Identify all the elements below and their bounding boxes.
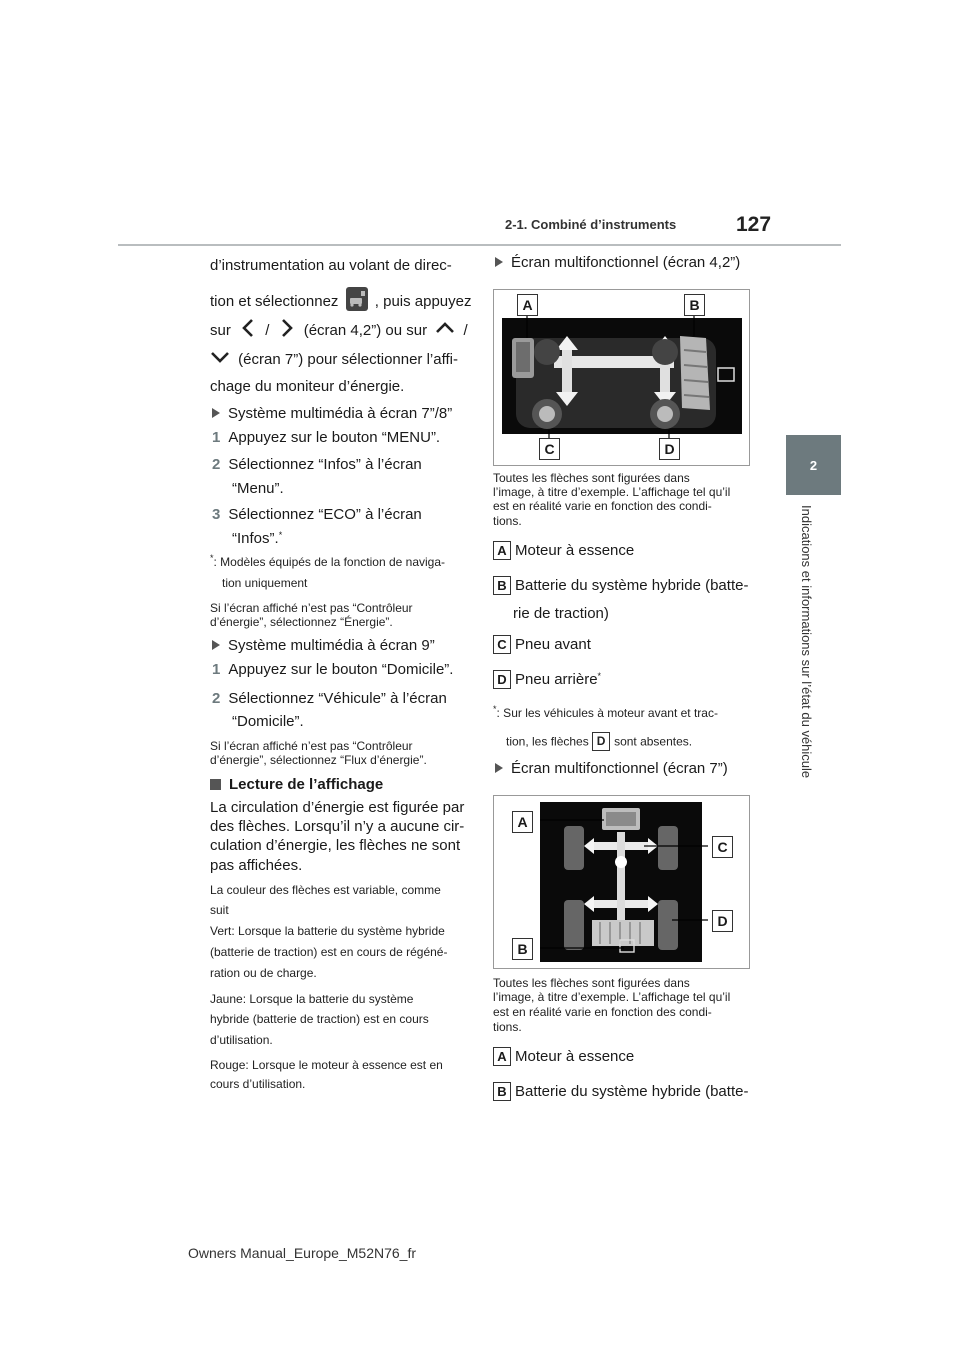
footnote-mark: * [493, 704, 497, 714]
reading-small-8: d’utilisation. [210, 1033, 273, 1047]
sys9-step-1 [212, 660, 453, 680]
header-rule [118, 244, 841, 246]
footnote-text: : Modèles équipés de la fonction de naviga- [213, 555, 446, 569]
reading-small-3: Vert: Lorsque la batterie du système hybride [210, 924, 445, 938]
chapter-tab: 2 [786, 435, 841, 495]
chapter-title [800, 505, 828, 805]
legend-key: A [493, 1047, 511, 1066]
fig2-title-text: Écran multifonctionnel (écran 7”) [511, 760, 728, 777]
sys9-step-2 [212, 689, 447, 709]
energy-monitor-figure-42 [493, 289, 750, 466]
intro-line-1: d’instrumentation au volant de direc- [210, 257, 452, 274]
legend-text: Pneu avant [515, 636, 591, 653]
intro-sur-text: sur [210, 321, 231, 339]
legend-text: Moteur à essence [515, 542, 635, 559]
intro-slash-2: / [463, 321, 468, 339]
reading-body-1: La circulation d’énergie est figurée par [210, 799, 465, 816]
intro-screen42-text: (écran 4,2”) ou sur [303, 321, 428, 339]
step-text: Sélectionnez “Infos” à l’écran [228, 456, 422, 473]
sys78-footnote-1 [210, 555, 445, 569]
chapter-title-text: Indications et informations sur l’état du véhicule [799, 505, 814, 779]
fig2-caption-2: l’image, à titre d’exemple. L’affichage tel qu’il [493, 990, 731, 1004]
intro-line-2 [210, 286, 472, 318]
reading-small-9: Rouge: Lorsque le moteur à essence est en [210, 1058, 443, 1072]
fig1-legend-d [493, 670, 601, 690]
legend-key: D [493, 670, 511, 689]
fig1-legend-c [493, 635, 591, 655]
intro-line-5: chage du moniteur d’énergie. [210, 378, 405, 395]
footer-text: Owners Manual_Europe_M52N76_fr [188, 1245, 417, 1261]
reading-body-3: culation d’énergie, les flèches ne sont [210, 837, 461, 854]
reading-small-1: La couleur des flèches est variable, comme [210, 883, 441, 897]
page-number: 127 [736, 213, 772, 236]
reading-body-2: des flèches. Lorsqu’il n’y a aucune cir- [210, 818, 465, 835]
fig1-legend-b [493, 576, 748, 596]
step-text: Sélectionnez “Véhicule” à l’écran [228, 690, 447, 707]
legend-key: B [493, 576, 511, 595]
step-text: “Infos”. [232, 530, 279, 547]
step-number: 1 [212, 429, 221, 446]
footnote-mark: * [210, 553, 214, 563]
energy-monitor-42-graphic [494, 290, 749, 465]
legend-key: C [493, 635, 511, 654]
vehicle-info-icon [345, 286, 369, 318]
fig1-caption-1: Toutes les flèches sont figurées dans [493, 471, 690, 485]
fig1-caption-3: est en réalité varie en fonction des condi- [493, 499, 712, 513]
bullet-arrow-icon [495, 763, 503, 773]
reading-small-10: cours d’utilisation. [210, 1077, 306, 1091]
chevron-down-icon [210, 350, 230, 370]
legend-key: B [493, 1082, 511, 1101]
chevron-right-icon [280, 318, 294, 344]
fig1-title [495, 253, 740, 273]
sys9-title [212, 636, 435, 656]
intro-line-4 [210, 350, 458, 370]
callout-a: A [517, 294, 538, 316]
fig1-legend-a [493, 541, 634, 561]
reading-title-text: Lecture de l’affichage [229, 776, 384, 793]
chevron-up-icon [435, 321, 455, 341]
step-text: Appuyez sur le bouton “MENU”. [228, 429, 441, 446]
fig1-legend-b-cont: rie de traction) [513, 605, 609, 622]
sys78-title [212, 404, 452, 424]
fig2-legend-b [493, 1082, 748, 1102]
sys78-step-3 [212, 505, 422, 525]
footnote-text: sont absentes. [614, 734, 693, 749]
sys78-title-text: Système multimédia à écran 7”/8” [228, 405, 453, 422]
step-number: 1 [212, 661, 221, 678]
callout-c: C [712, 836, 733, 858]
fig1-caption-2: l’image, à titre d’exemple. L’affichage tel qu’il [493, 485, 731, 499]
reading-small-2: suit [210, 903, 229, 917]
intro-select-text: tion et sélectionnez [210, 292, 339, 310]
footnote-text: : Sur les véhicules à moteur avant et trac- [496, 706, 718, 720]
step-number: 3 [212, 506, 221, 523]
callout-b: B [512, 938, 533, 960]
fig2-caption-3: est en réalité varie en fonction des condi- [493, 1005, 712, 1019]
reading-title [210, 775, 383, 795]
step-text: Sélectionnez “ECO” à l’écran [228, 506, 422, 523]
fig1-title-text: Écran multifonctionnel (écran 4,2”) [511, 254, 741, 271]
legend-text: Batterie du système hybride (batte- [515, 577, 749, 594]
reading-small-5: ration ou de charge. [210, 966, 317, 980]
footnote-mark: * [597, 671, 602, 681]
fig2-title [495, 759, 728, 779]
intro-slash-1: / [265, 321, 270, 339]
reading-body-4: pas affichées. [210, 857, 303, 874]
sys9-title-text: Système multimédia à écran 9” [228, 637, 435, 654]
callout-d: D [712, 910, 733, 932]
section-title: 2-1. Combiné d’instruments [505, 217, 677, 232]
sys78-step-3-cont [232, 529, 282, 549]
chevron-left-icon [241, 318, 255, 344]
intro-press-text: , puis appuyez [374, 292, 472, 310]
callout-d: D [659, 438, 680, 460]
fig1-footnote-1 [493, 706, 718, 720]
footnote-mark: * [278, 530, 283, 540]
fig1-caption-4: tions. [493, 514, 522, 528]
fig2-caption-4: tions. [493, 1020, 522, 1034]
step-number: 2 [212, 456, 221, 473]
sys9-note-2: d’énergie”, sélectionnez “Flux d’énergie”. [210, 753, 427, 767]
step-text: Appuyez sur le bouton “Domicile”. [228, 661, 454, 678]
sys78-note-1: Si l’écran affiché n’est pas “Contrôleur [210, 601, 413, 615]
reading-small-7: hybride (batterie de traction) est en cours [210, 1012, 429, 1026]
sys78-step-2 [212, 455, 422, 475]
bullet-arrow-icon [212, 640, 220, 650]
callout-c: C [539, 438, 560, 460]
sys78-footnote-2: tion uniquement [222, 576, 308, 590]
callout-b: B [684, 294, 705, 316]
sys9-step-2-cont: “Domicile”. [232, 713, 304, 730]
legend-text: Pneu arrière [515, 671, 598, 688]
sys78-note-2: d’énergie”, sélectionnez “Énergie”. [210, 615, 393, 629]
callout-a: A [512, 811, 533, 833]
sys78-step-2-cont: “Menu”. [232, 480, 284, 497]
fig2-caption-1: Toutes les flèches sont figurées dans [493, 976, 690, 990]
bullet-arrow-icon [495, 257, 503, 267]
section-square-icon [210, 779, 221, 790]
reading-small-4: (batterie de traction) est en cours de régéné- [210, 945, 448, 959]
intro-select-display-text: (écran 7”) pour sélectionner l’affi- [238, 351, 458, 368]
legend-key: D [592, 732, 610, 751]
sys9-note-1: Si l’écran affiché n’est pas “Contrôleur [210, 739, 413, 753]
legend-text: Moteur à essence [515, 1048, 635, 1065]
legend-text: Batterie du système hybride (batte- [515, 1083, 749, 1100]
sys78-step-1 [212, 428, 440, 448]
intro-line-3 [210, 318, 468, 344]
footnote-text: tion, les flèches [506, 734, 589, 749]
legend-key: A [493, 541, 511, 560]
reading-small-6: Jaune: Lorsque la batterie du système [210, 992, 414, 1006]
fig2-legend-a [493, 1047, 634, 1067]
fig1-footnote-2 [506, 733, 692, 752]
energy-monitor-figure-7 [493, 795, 750, 969]
step-number: 2 [212, 690, 221, 707]
bullet-arrow-icon [212, 408, 220, 418]
